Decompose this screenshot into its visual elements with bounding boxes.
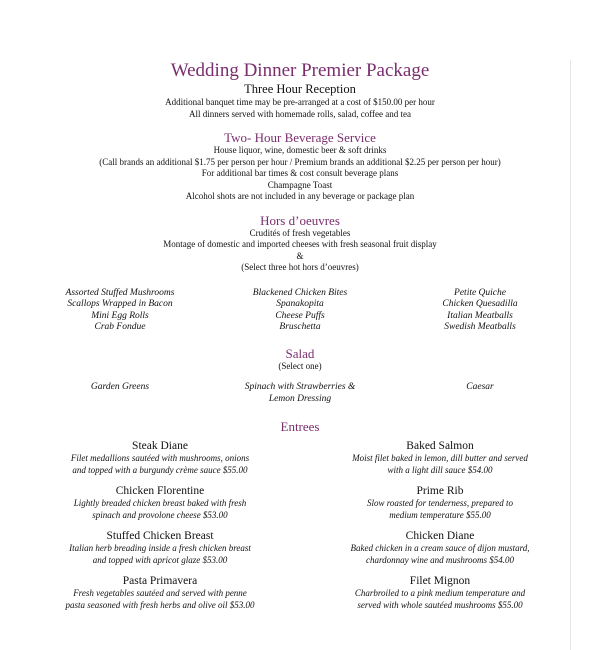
entrees-section (30, 419, 570, 434)
entree-name: Chicken Diane (405, 530, 475, 542)
entree-name: Chicken Florentine (115, 485, 205, 497)
entree-name: Baked Salmon (406, 440, 474, 452)
beverage-section (30, 130, 570, 203)
entree-item (30, 530, 290, 566)
entree-desc: and topped with a burgundy crème sauce $55.00 (72, 464, 248, 475)
hors-item: Assorted Stuffed Mushrooms (65, 287, 175, 298)
hors-item: Crab Fondue (94, 322, 146, 332)
beverage-line: House liquor, wine, domestic beer & soft drinks (213, 145, 387, 155)
salad-option-text: Spinach with Strawberries & (244, 382, 356, 392)
entree-desc: chardonnay wine and mushrooms $54.00 (365, 554, 515, 565)
entree-desc: Fresh vegetables sautéed and served with penne (73, 588, 247, 598)
page-subtitle: Three Hour Reception (244, 82, 356, 96)
entree-desc: Lightly breaded chicken breast baked with fresh (73, 498, 247, 508)
header (30, 60, 570, 120)
salad-heading: Salad (285, 345, 315, 361)
header-line: Additional banquet time may be pre-arranged at a cost of $150.00 per hour (165, 97, 435, 107)
hors-item: Mini Egg Rolls (91, 310, 149, 321)
entrees-grid (30, 440, 570, 611)
entree-desc: served with whole sautéed mushrooms $55.00 (357, 599, 523, 610)
hors-item: Petite Quiche (454, 287, 506, 298)
entree-item (30, 485, 290, 521)
beverage-heading: Two- Hour Beverage Service (224, 130, 376, 145)
salad-option-text: Garden Greens (90, 382, 150, 392)
salad-option (210, 382, 390, 405)
entree-name: Filet Mignon (409, 575, 471, 587)
beverage-line: For additional bar times & cost consult beverage plans (201, 168, 399, 178)
entree-desc: Slow roasted for tenderness, prepared to (367, 498, 513, 508)
header-line: All dinners served with homemade rolls, salad, coffee and tea (188, 108, 411, 119)
hors-heading: Hors d’oeuvres (260, 212, 340, 228)
beverage-line: (Call brands an additional $1.75 per person per hour / Premium brands an additional $2.25 per person per hour) (99, 156, 501, 167)
entree-desc: Moist filet baked in lemon, dill butter and served (352, 453, 528, 463)
hors-line: (Select three hot hors d’oeuvres) (241, 262, 359, 272)
salad-options (30, 382, 570, 405)
hors-item: Blackened Chicken Bites (252, 287, 348, 298)
entree-desc: Charbroiled to a pink medium temperature and (354, 588, 526, 598)
entree-desc: medium temperature $55.00 (389, 509, 491, 520)
page-title: Wedding Dinner Premier Package (170, 60, 430, 81)
entree-desc: pasta seasoned with fresh herbs and olive oil $53.00 (65, 599, 255, 610)
entree-desc: and topped with apricot glaze $53.00 (92, 554, 228, 565)
entree-name: Pasta Primavera (122, 575, 198, 587)
entree-name: Steak Diane (132, 440, 188, 452)
hors-item: Italian Meatballs (447, 310, 513, 321)
entree-item (30, 440, 290, 476)
salad-note: (Select one) (278, 360, 322, 371)
entree-item (310, 575, 570, 611)
salad-option (390, 382, 570, 405)
entree-item (30, 575, 290, 611)
entree-item (310, 530, 570, 566)
hors-column (390, 288, 570, 334)
hors-line: Crudités of fresh vegetables (249, 227, 351, 238)
entree-item (310, 440, 570, 476)
entree-desc: Baked chicken in a cream sauce of dijon mustard, (350, 543, 530, 553)
salad-option-text: Lemon Dressing (268, 393, 332, 404)
entrees-heading: Entrees (280, 419, 320, 434)
hors-section (30, 213, 570, 274)
hors-item: Cheese Puffs (275, 310, 325, 321)
salad-option (30, 382, 210, 405)
hors-item: Scallops Wrapped in Bacon (67, 299, 173, 309)
entree-desc: spinach and provolone cheese $53.00 (92, 509, 228, 520)
entree-desc: Italian herb breading inside a fresh chicken breast (69, 543, 251, 553)
beverage-line: Champagne Toast (267, 179, 333, 190)
hors-line: & (296, 250, 304, 261)
entree-desc: Filet medallions sautéed with mushrooms, onions (70, 453, 250, 463)
hors-options (30, 288, 570, 334)
hors-item: Swedish Meatballs (444, 322, 516, 332)
hors-item: Spanakopita (276, 299, 324, 309)
beverage-line: Alcohol shots are not included in any beverage or package plan (185, 191, 415, 201)
entree-name: Stuffed Chicken Breast (106, 530, 214, 542)
entree-desc: with a light dill sauce $54.00 (387, 464, 493, 475)
hors-item: Chicken Quesadilla (442, 299, 518, 309)
salad-section (30, 346, 570, 373)
hors-line: Montage of domestic and imported cheeses with fresh seasonal fruit display (163, 239, 437, 249)
hors-column (210, 288, 390, 334)
hors-item: Bruschetta (279, 322, 321, 332)
hors-column (30, 288, 210, 334)
entree-name: Prime Rib (416, 485, 464, 497)
menu-content (30, 60, 571, 650)
entree-item (310, 485, 570, 521)
salad-option-text: Caesar (466, 382, 494, 392)
